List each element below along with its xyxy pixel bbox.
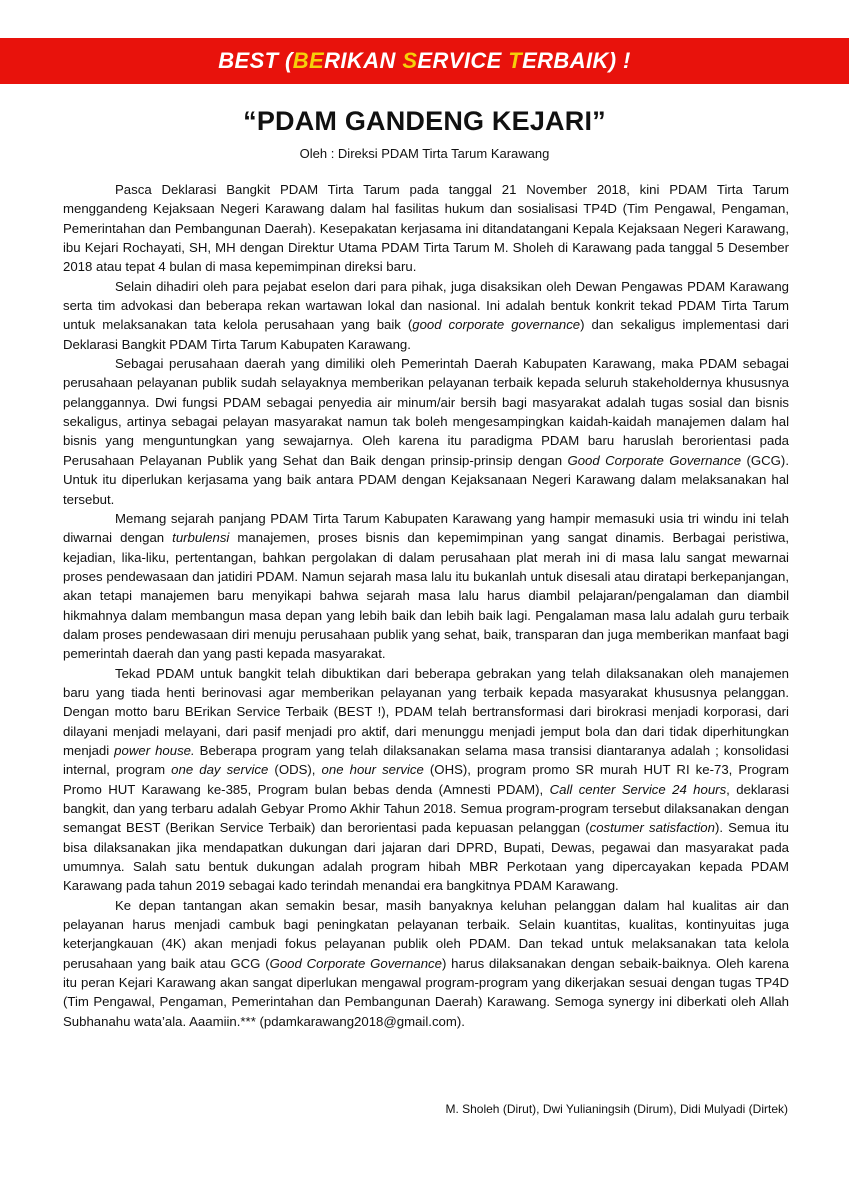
paragraph-text: Memang sejarah panjang PDAM Tirta Tarum Kabupaten Karawang yang hampir memasuki usia tri windu ini telah diwarnai dengan (63, 510, 789, 546)
banner-text-ervice: ERVICE (417, 48, 509, 73)
paragraph-3 (63, 354, 789, 509)
article-author: Oleh : Direksi PDAM Tirta Tarum Karawang (299, 146, 550, 161)
italic-term: power house. (114, 742, 195, 758)
paragraph-4 (63, 509, 789, 664)
paragraph-text: Ke depan tantangan akan semakin besar, masih banyaknya keluhan pelanggan dalam hal kualitas air dan pelayanan harus menjadi cambuk bagi peningkatan pelayanan terbaik. Selain kuantitas, kualitas, kontinyuitas juga keterjangkauan (4K) akan menjadi fokus pelayanan publik oleh PDAM. Dan tekad untuk melaksanakan tata kelola perusahaan yang baik atau GCG ( (63, 897, 789, 971)
paragraph-text: Sebagai perusahaan daerah yang dimiliki oleh Pemerintah Daerah Kabupaten Karawang, maka PDAM sebagai perusahaan pelayanan publik sudah selayaknya memberikan pelayanan terbaik kepada seluruh stakeholdernya khususnya pelanggannya. Dwi fungsi PDAM sebagai penyedia air minum/air bersih bagi masyarakat adalah tugas sosial dan bisnis sekaligus, artinya sebagai pelayan masyarakat namun tak boleh mengesampingkan kaidah-kaidah manajemen dalam hal bisnis yang menguntungkan yang sewajarnya. Oleh karena itu paradigma PDAM baru haruslah berorientasi pada Perusahaan Pelayanan Publik yang Sehat dan Baik dengan prinsip-prinsip dengan (63, 356, 789, 468)
italic-term: Good Corporate Governance (269, 955, 442, 971)
paragraph-1 (63, 180, 789, 277)
paragraph-5 (63, 664, 789, 896)
paragraph-text: ). Semua itu bisa dilaksanakan jika mendapatkan dukungan dari jajaran dari DPRD, Bupati, Dewas, pegawai dan masyarakat pada umumnya. Salah satu bentuk dukungan adalah program hibah MBR Perkotaan yang dipercayakan kepada PDAM Karawang pada tahun 2019 sebagai kado terindah menandai era bangkitnya PDAM Karawang. (63, 820, 789, 894)
paragraph-text: manajemen, proses bisnis dan kepemimpinan yang sangat dinamis. Berbagai peristiwa, kejadian, lika-liku, pertentangan, bahkan pergolakan di dalam perusahaan plat merah ini di masa lalu sangat mewarnai proses pendewasaan dan jatidiri PDAM. Namun sejarah masa lalu itu bukanlah untuk disesali atau diratapi berkepanjangan, akan tetapi manajemen baru menyikapi bahwa sejarah masa lalu harus diambil pelajaran/pengalaman dan diambil hikmahnya dalam membangun masa depan yang lebih baik dan lebih baik lagi. Pengalaman masa lalu adalah guru terbaik dalam proses pendewasaan diri menuju perusahaan publik yang sehat, baik, transparan dan juga memberikan manfaat bagi pemerintah daerah dan yang pasti kepada masyarakat. (63, 530, 789, 662)
paragraph-text: , deklarasi bangkit, dan yang terbaru adalah Gebyar Promo Akhir Tahun 2018. Semua program-program tersebut dilaksanakan dengan semangat BEST (Berikan Service Terbaik) dan berorientasi pada kepuasan pelanggan ( (63, 781, 790, 836)
italic-term: Call center Service 24 hours (549, 781, 727, 797)
banner-text-rikan: RIKAN (324, 48, 403, 73)
header-banner (0, 38, 849, 84)
paragraph-text: ) dan sekaligus implementasi dari Deklarasi Bangkit PDAM Tirta Tarum Kabupaten Karawang. (63, 317, 789, 352)
banner-prefix: BEST ( (218, 48, 293, 73)
signature-line: M. Sholeh (Dirut), Dwi Yulianingsih (Dirum), Didi Mulyadi (Dirtek) (445, 1102, 788, 1116)
italic-term: costumer satisfaction (589, 820, 715, 836)
paragraph-text: Selain dihadiri oleh para pejabat eselon dari para pihak, juga disaksikan oleh Dewan Pengawas PDAM Karawang serta tim advokasi dan beberapa rekan wartawan lokal dan nasional. Ini adalah bentuk konkrit tekad PDAM Tirta Tarum untuk melaksanakan tata kelola perusahaan yang baik ( (63, 278, 789, 333)
paragraph-text: (OHS), program promo SR murah HUT RI ke-73, Program Promo HUT Karawang ke-385, Program bulan bebas denda (Amnesti PDAM), (63, 762, 789, 797)
italic-term: turbulensi (172, 530, 230, 546)
banner-text-erbaik: ERBAIK) ! (522, 48, 631, 73)
paragraph-2 (63, 277, 789, 354)
paragraph-text: (ODS), (268, 762, 322, 778)
paragraph-6 (63, 896, 789, 1031)
paragraph-text: Pasca Deklarasi Bangkit PDAM Tirta Tarum pada tanggal 21 November 2018, kini PDAM Tirta Tarum menggandeng Kejaksaan Negeri Karawang dalam hal fasilitas hukum dan sosialisasi TP4D (Tim Pengawal, Pengaman, Pemerintahan dan Pembangunan Daerah). Kesepakatan kerjasama ini ditandatangani Kepala Kejaksaan Negeri Karawang, ibu Kejari Rochayati, SH, MH dengan Direktur Utama PDAM Tirta Tarum M. Sholeh di Karawang pada tanggal 5 Desember 2018 atau tepat 4 bulan di masa kepemimpinan direksi baru. (63, 182, 789, 275)
paragraph-text: (GCG). Untuk itu diperlukan kerjasama yang baik antara PDAM dengan Kejaksanaan Negeri Karawang dalam melaksanakan hal tersebut. (63, 452, 789, 507)
banner-highlight-s: S (402, 48, 418, 73)
article-title: “PDAM GANDENG KEJARI” (243, 106, 606, 136)
paragraph-text: Tekad PDAM untuk bangkit telah dibuktikan dari beberapa gebrakan yang telah dilaksanakan oleh manajemen baru yang tiada henti berinovasi agar memberikan pelayanan yang terbaik kepada masyarakat khususnya pelanggan. Dengan motto baru BErikan Service Terbaik (BEST !), PDAM telah bertransformasi dari birokrasi menjadi korporasi, dari dilayani menjadi melayani, dari pasif menjadi pro aktif, dari menunggu menjadi jemput bola dan dari tidak diperhitungkan menjadi (63, 665, 789, 758)
italic-term: good corporate governance (412, 317, 581, 333)
paragraph-text: Beberapa program yang telah dilaksanakan selama masa transisi diantaranya adalah ; konsolidasi internal, program (63, 742, 789, 778)
italic-term: Good Corporate Governance (567, 452, 742, 468)
banner-highlight-t: T (508, 48, 523, 73)
article-body (63, 180, 789, 1031)
banner-highlight-be: BE (292, 48, 325, 73)
banner-slogan (218, 48, 631, 74)
italic-term: one day service (171, 762, 269, 778)
italic-term: one hour service (321, 762, 424, 778)
paragraph-text: ) harus dilaksanakan dengan sebaik-baiknya. Oleh karena itu peran Kejari Karawang akan sangat diperlukan mengawal program-program yang dikerjakan sesuai dengan tugas TP4D (Tim Pengawal, Pengaman, Pemerintahan dan Pembangunan Daerah) Karawang. Semoga synergy ini diberkati oleh Allah Subhanahu wata’ala. Aaamiin.*** (pdamkarawang2018@gmail.com). (63, 955, 789, 1029)
